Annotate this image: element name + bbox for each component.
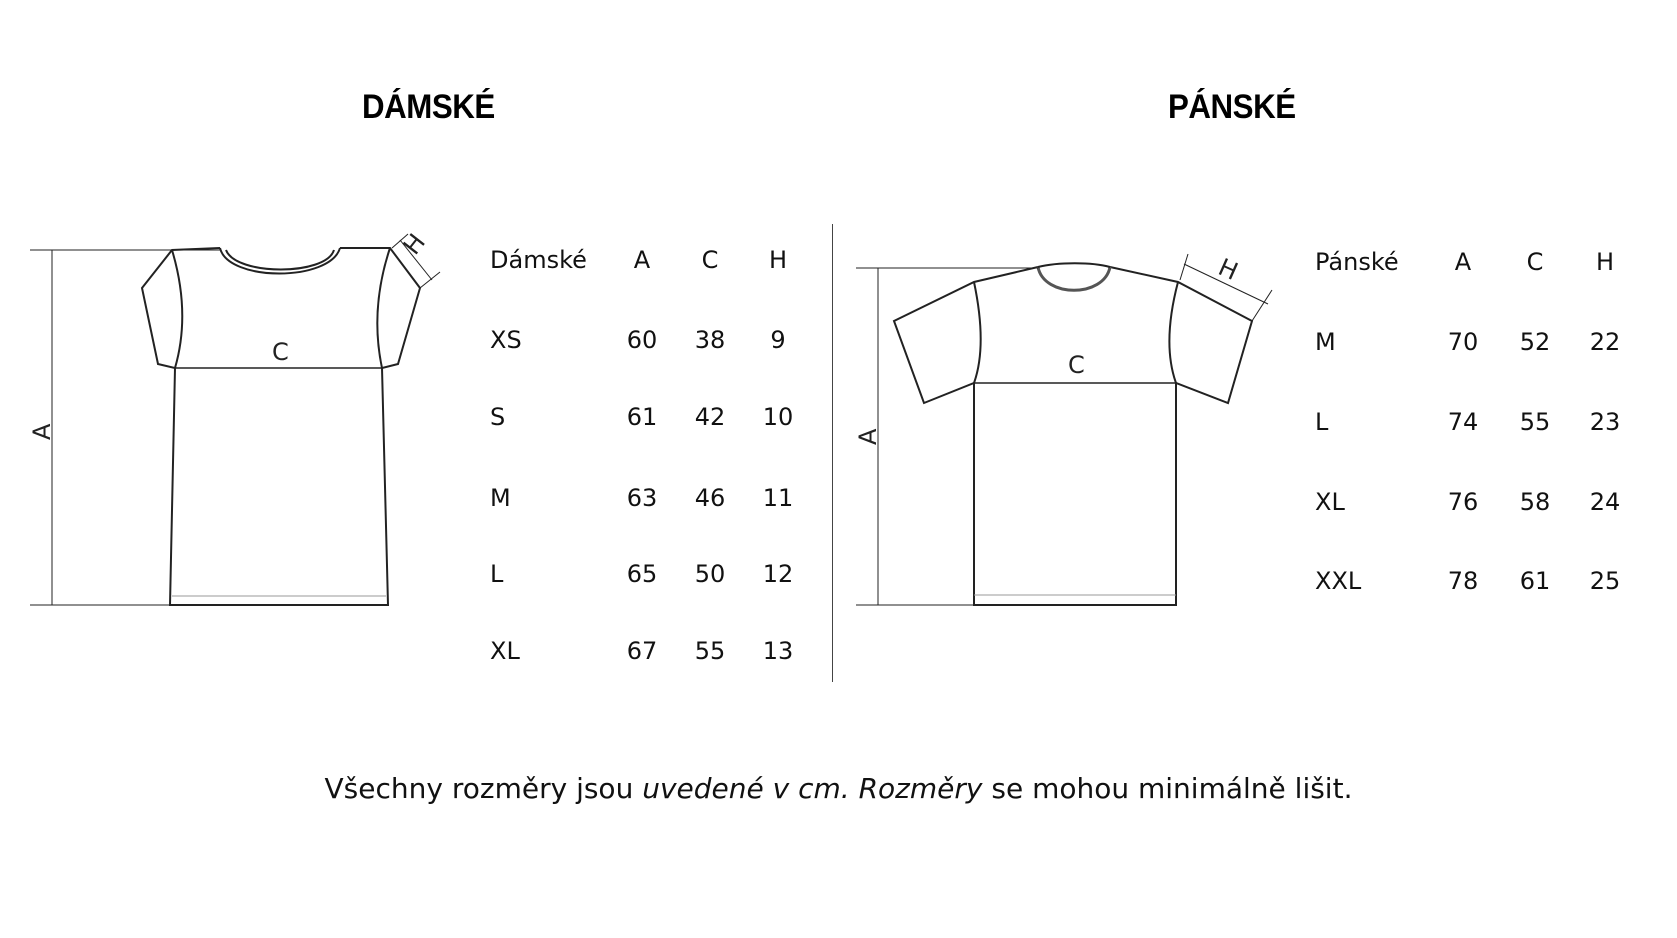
women-tshirt-diagram [0, 220, 460, 640]
men-value-a: 76 [1447, 488, 1479, 516]
men-label-h: H [1214, 253, 1243, 286]
men-size: M [1315, 328, 1336, 356]
women-value-h: 12 [762, 560, 794, 588]
women-size: M [490, 484, 511, 512]
men-table-row [1315, 328, 1635, 368]
women-value-a: 63 [626, 484, 658, 512]
women-value-h: 13 [762, 637, 794, 665]
footnote-part3: se mohou minimálně lišit. [982, 772, 1353, 805]
women-size: XL [490, 637, 520, 665]
men-value-h: 25 [1589, 567, 1621, 595]
women-table-row [490, 560, 810, 600]
women-table-row [490, 326, 810, 366]
women-value-a: 60 [626, 326, 658, 354]
women-header-a: A [633, 246, 651, 274]
women-value-a: 61 [626, 403, 658, 431]
women-table-row [490, 637, 810, 677]
women-label-a: A [28, 423, 56, 440]
men-table-row [1315, 567, 1635, 607]
women-value-a: 67 [626, 637, 658, 665]
women-value-a: 65 [626, 560, 658, 588]
men-label-c: C [1068, 351, 1085, 379]
men-label-a: A [854, 428, 882, 445]
men-value-c: 55 [1519, 408, 1551, 436]
women-value-h: 11 [762, 484, 794, 512]
women-size: L [490, 560, 504, 588]
men-value-c: 61 [1519, 567, 1551, 595]
men-tshirt-diagram [848, 240, 1288, 640]
men-header-a: A [1454, 248, 1472, 276]
men-size: XL [1315, 488, 1345, 516]
men-size: L [1315, 408, 1329, 436]
women-value-c: 42 [694, 403, 726, 431]
footnote-part1: Všechny rozměry jsou [324, 772, 643, 805]
women-value-c: 50 [694, 560, 726, 588]
men-header-h: H [1595, 248, 1615, 276]
men-value-a: 70 [1447, 328, 1479, 356]
men-value-h: 22 [1589, 328, 1621, 356]
women-value-h: 10 [762, 403, 794, 431]
women-label-c: C [272, 338, 289, 366]
men-value-h: 24 [1589, 488, 1621, 516]
women-value-c: 46 [694, 484, 726, 512]
women-header-h: H [768, 246, 788, 274]
women-table-header [490, 246, 810, 286]
women-table-row [490, 403, 810, 443]
women-value-h: 9 [770, 326, 786, 354]
men-header-c: C [1526, 248, 1544, 276]
women-label-h: H [397, 228, 431, 260]
men-value-h: 23 [1589, 408, 1621, 436]
men-size: XXL [1315, 567, 1362, 595]
women-value-c: 55 [694, 637, 726, 665]
men-header-label: Pánské [1315, 248, 1399, 276]
men-value-c: 58 [1519, 488, 1551, 516]
footnote-part2: uvedené v cm. Rozměry [642, 772, 983, 805]
women-value-c: 38 [694, 326, 726, 354]
women-header-c: C [701, 246, 719, 274]
men-table-row [1315, 408, 1635, 448]
men-value-a: 74 [1447, 408, 1479, 436]
men-value-a: 78 [1447, 567, 1479, 595]
size-footnote [0, 772, 1677, 805]
men-table-row [1315, 488, 1635, 528]
women-size: XS [490, 326, 522, 354]
women-size: S [490, 403, 506, 431]
men-value-c: 52 [1519, 328, 1551, 356]
women-header-label: Dámské [490, 246, 587, 274]
men-table-header [1315, 248, 1635, 288]
section-divider [832, 224, 833, 682]
women-heading: DÁMSKÉ [362, 88, 495, 126]
men-heading: PÁNSKÉ [1168, 88, 1296, 126]
women-table-row [490, 484, 810, 524]
